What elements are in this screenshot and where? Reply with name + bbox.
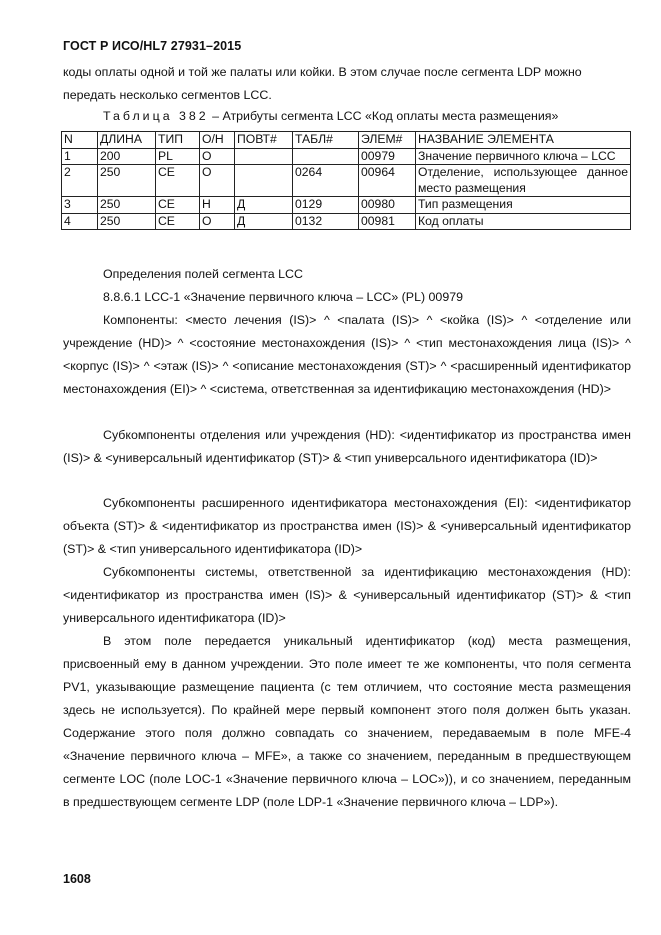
table-cell: Н (200, 197, 235, 214)
table-cell (235, 148, 293, 165)
table-cell: PL (156, 148, 200, 165)
table-cell: 250 (98, 197, 156, 214)
table-cell: 0129 (293, 197, 359, 214)
table-cell: 4 (62, 213, 98, 230)
table-row (62, 197, 631, 214)
table-cell: 00979 (359, 148, 416, 165)
table-cell: Тип размещения (416, 197, 631, 214)
table-cell: CE (156, 213, 200, 230)
subsection-title: 8.8.6.1 LCC-1 «Значение первичного ключа – LCC» (PL) 00979 (103, 290, 463, 304)
lcc-attributes-table (61, 131, 631, 230)
table-cell: Отделение, использующее данное место размещения (416, 165, 631, 197)
table-cell: CE (156, 197, 200, 214)
table-cell: О (200, 148, 235, 165)
col-header: N (62, 132, 98, 149)
col-header: ТИП (156, 132, 200, 149)
ei-subcomponents-paragraph: Субкомпоненты расширенного идентификатора местонахождения (EI): <идентификатор объекта (ST)> & <идентификатор из пространства имен (IS)> & <универсальный идентификатор (ST)> & <тип универсального идентификатора (ID)> (63, 496, 631, 556)
page-number: 1608 (63, 872, 91, 886)
table-cell: Код оплаты (416, 213, 631, 230)
definitions-heading: Определения полей сегмента LCC (103, 267, 303, 281)
table-cell (235, 165, 293, 197)
table-cell: Д (235, 197, 293, 214)
table-cell: 00964 (359, 165, 416, 197)
table-cell: Д (235, 213, 293, 230)
hd-subcomponents-paragraph: Субкомпоненты отделения или учреждения (HD): <идентификатор из пространства имен (IS)> & <универсальный идентификатор (ST)> & <тип универсального идентификатора (ID)> (63, 428, 631, 465)
table-cell: О (200, 165, 235, 197)
table-cell: 2 (62, 165, 98, 197)
table-cell: 250 (98, 165, 156, 197)
col-header: НАЗВАНИЕ ЭЛЕМЕНТА (416, 132, 631, 149)
col-header: ПОВТ# (235, 132, 293, 149)
table-cell: 00981 (359, 213, 416, 230)
page-header-title: ГОСТ Р ИСО/HL7 27931–2015 (63, 39, 242, 53)
table-cell: 00980 (359, 197, 416, 214)
table-caption (103, 109, 558, 123)
table-cell: 0264 (293, 165, 359, 197)
system-subcomponents-paragraph: Субкомпоненты системы, ответственной за идентификацию местонахождения (HD): <идентификатор из пространства имен (IS)> & <универсальный идентификатор (ST)> & <тип универсального идентификатора (ID)> (63, 565, 631, 625)
table-cell: 200 (98, 148, 156, 165)
table-cell (293, 148, 359, 165)
table-header-row (62, 132, 631, 149)
description-paragraph: В этом поле передается уникальный идентификатор (код) места размещения, присвоенный ему в данном учреждении. Это поле имеет те же компоненты, что поля сегмента PV1, указывающие размещение пациента (с тем отличием, что состояние места размещения здесь не используется). По крайней мере первый компонент этого поля должен быть указан. Содержание этого поля должно совпадать со значением, передаваемым в поле MFE-4 «Значение первичного ключа – MFE», а также со значением, переданным в предшествующем сегменте LOC (поле LOC-1 «Значение первичного ключа – LOC»)), и со значением, переданным в предшествующем сегменте LDP (поле LDP-1 «Значение первичного ключа – LDP»). (63, 634, 631, 809)
col-header: ЭЛЕМ# (359, 132, 416, 149)
col-header: О/Н (200, 132, 235, 149)
table-cell: 250 (98, 213, 156, 230)
table-cell: Значение первичного ключа – LCC (416, 148, 631, 165)
table-row (62, 165, 631, 197)
components-paragraph: Компоненты: <место лечения (IS)> ^ <палата (IS)> ^ <койка (IS)> ^ <отделение или учреждение (HD)> ^ <состояние местонахождения (IS)> ^ <тип местонахождения лица (IS)> ^ <корпус (IS)> ^ <этаж (IS)> ^ <описание местонахождения (ST)> ^ <расширенный идентификатор местонахождения (EI)> ^ <система, ответственная за идентификацию местонахождения (HD)> (63, 313, 631, 396)
table-cell: 1 (62, 148, 98, 165)
col-header: ТАБЛ# (293, 132, 359, 149)
table-row (62, 213, 631, 230)
table-caption-text: – Атрибуты сегмента LCC «Код оплаты места размещения» (208, 109, 559, 123)
table-cell: CE (156, 165, 200, 197)
table-cell: О (200, 213, 235, 230)
col-header: ДЛИНА (98, 132, 156, 149)
table-caption-number: Таблица 382 (103, 109, 209, 123)
intro-line-2: передать несколько сегментов LCC. (63, 88, 272, 102)
intro-line-1: коды оплаты одной и той же палаты или койки. В этом случае после сегмента LDP можно (63, 65, 582, 79)
table-row (62, 148, 631, 165)
table-cell: 3 (62, 197, 98, 214)
table-cell: 0132 (293, 213, 359, 230)
